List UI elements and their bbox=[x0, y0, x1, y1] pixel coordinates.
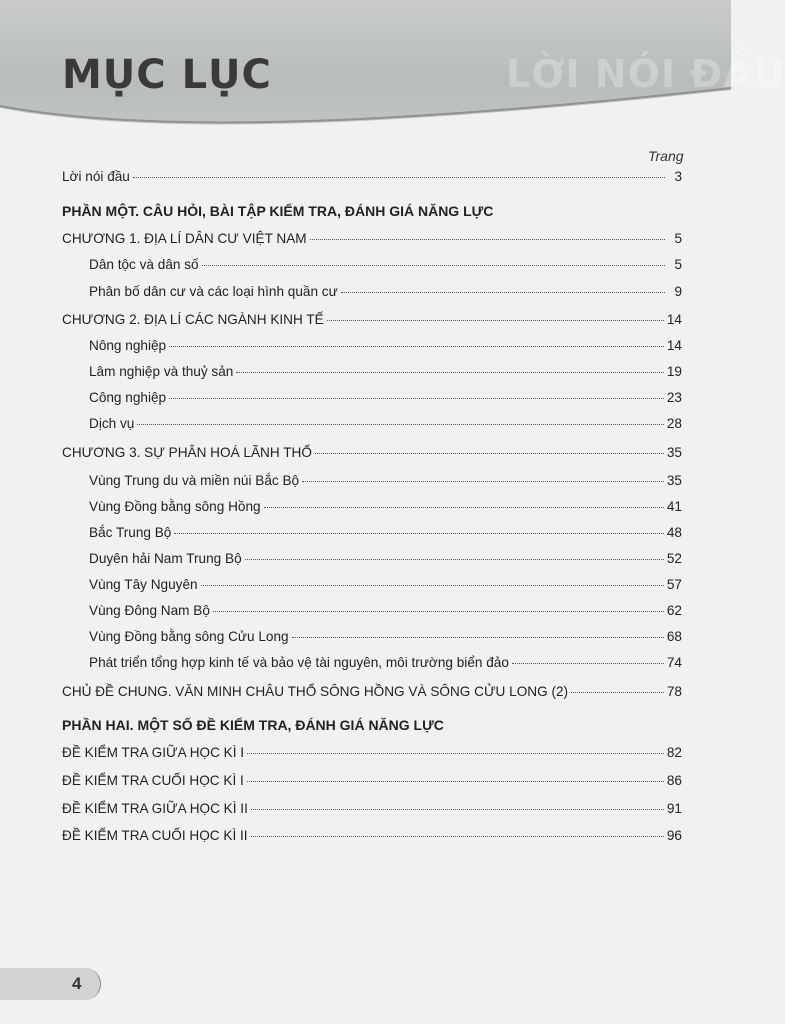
toc-entry-page: 82 bbox=[666, 745, 682, 760]
toc-entry-title: Lời nói đầu bbox=[62, 169, 130, 184]
ghost-title: LỜI NÓI ĐẦU bbox=[506, 52, 785, 96]
toc-entry-title: ĐỀ KIỂM TRA CUỐI HỌC KÌ I bbox=[62, 773, 244, 788]
toc-entry-title: PHẦN HAI. MỘT SỐ ĐỀ KIỂM TRA, ĐÁNH GIÁ NĂNG LỰC bbox=[62, 717, 444, 733]
dot-leader bbox=[512, 663, 664, 664]
toc-entry-page: 62 bbox=[666, 603, 682, 618]
toc-entry bbox=[89, 628, 682, 646]
toc-entry-title: CHƯƠNG 2. ĐỊA LÍ CÁC NGÀNH KINH TẾ bbox=[62, 312, 324, 327]
toc-entry bbox=[89, 363, 682, 381]
toc-entry bbox=[89, 550, 682, 568]
toc-entry-page: 91 bbox=[666, 801, 682, 816]
dot-leader bbox=[174, 533, 664, 534]
toc-chapter-entry bbox=[62, 230, 682, 248]
toc-part-heading bbox=[62, 716, 622, 734]
toc-entry-title: Bắc Trung Bộ bbox=[89, 525, 172, 540]
toc-entry bbox=[89, 283, 682, 301]
toc-entry-title: Vùng Tây Nguyên bbox=[89, 577, 198, 592]
dot-leader bbox=[571, 692, 664, 693]
toc-entry-title: Dịch vụ bbox=[89, 416, 135, 431]
dot-leader bbox=[169, 398, 664, 399]
toc-entry-page: 96 bbox=[666, 828, 682, 843]
toc-entry-page: 9 bbox=[674, 284, 682, 299]
toc-entry-page: 14 bbox=[666, 338, 682, 353]
toc-entry bbox=[89, 337, 682, 355]
toc-entry bbox=[89, 256, 682, 274]
toc-entry-page: 74 bbox=[666, 655, 682, 670]
toc-entry-title: Vùng Đồng bằng sông Cửu Long bbox=[89, 629, 289, 644]
dot-leader bbox=[137, 424, 664, 425]
toc-entry bbox=[89, 472, 682, 490]
toc-entry-page: 48 bbox=[666, 525, 682, 540]
toc-entry-title: Phát triển tổng hợp kinh tế và bảo vệ tài nguyên, môi trường biển đảo bbox=[89, 655, 509, 670]
toc-entry-page: 19 bbox=[666, 364, 682, 379]
toc-entry-title: PHẦN MỘT. CÂU HỎI, BÀI TẬP KIỂM TRA, ĐÁNH GIÁ NĂNG LỰC bbox=[62, 203, 494, 219]
toc-entry-title: Vùng Đồng bằng sông Hồng bbox=[89, 499, 261, 514]
toc-entry-page: 5 bbox=[674, 257, 682, 272]
toc-entry-page: 52 bbox=[666, 551, 682, 566]
dot-leader bbox=[327, 320, 664, 321]
dot-leader bbox=[245, 559, 664, 560]
toc-entry-title: CHƯƠNG 3. SỰ PHÂN HOÁ LÃNH THỔ bbox=[62, 445, 312, 460]
toc-entry bbox=[89, 415, 682, 433]
toc-chapter-entry bbox=[62, 444, 682, 462]
dot-leader bbox=[133, 177, 665, 178]
dot-leader bbox=[169, 346, 664, 347]
toc-entry-title: Nông nghiệp bbox=[89, 338, 167, 353]
dot-leader bbox=[264, 507, 664, 508]
toc-entry-title: Duyên hải Nam Trung Bộ bbox=[89, 551, 242, 566]
toc-entry-title: Vùng Trung du và miền núi Bắc Bộ bbox=[89, 473, 300, 488]
dot-leader bbox=[213, 611, 664, 612]
page-number-badge bbox=[0, 968, 101, 1000]
toc-entry-page: 86 bbox=[666, 773, 682, 788]
dot-leader bbox=[247, 781, 664, 782]
dot-leader bbox=[292, 637, 664, 638]
toc-entry-title: CHỦ ĐỀ CHUNG. VĂN MINH CHÂU THỔ SÔNG HỒNG VÀ SÔNG CỬU LONG (2) bbox=[62, 684, 569, 699]
page-title: MỤC LỤC bbox=[62, 52, 272, 98]
dot-leader bbox=[341, 292, 665, 293]
dot-leader bbox=[310, 239, 665, 240]
dot-leader bbox=[236, 372, 664, 373]
toc-chapter-entry bbox=[62, 744, 682, 762]
dot-leader bbox=[315, 453, 664, 454]
toc-entry-page: 3 bbox=[674, 169, 682, 184]
toc-chapter-entry bbox=[62, 311, 682, 329]
toc-entry-title: ĐỀ KIỂM TRA GIỮA HỌC KÌ I bbox=[62, 745, 245, 760]
toc-chapter-entry bbox=[62, 800, 682, 818]
toc-entry-page: 35 bbox=[666, 473, 682, 488]
toc-entry-page: 41 bbox=[666, 499, 682, 514]
page-number: 4 bbox=[72, 974, 82, 993]
toc-entry-title: Lâm nghiệp và thuỷ sản bbox=[89, 364, 234, 379]
toc-entry-title: Phân bố dân cư và các loại hình quần cư bbox=[89, 284, 338, 299]
toc-entry-title: Dân tộc và dân số bbox=[89, 257, 199, 272]
dot-leader bbox=[302, 481, 664, 482]
toc-entry-page: 78 bbox=[666, 684, 682, 699]
toc-entry-page: 23 bbox=[666, 390, 682, 405]
toc-entry-page: 28 bbox=[666, 416, 682, 431]
dot-leader bbox=[251, 809, 664, 810]
toc-chapter-entry bbox=[62, 168, 682, 186]
toc-entry bbox=[89, 498, 682, 516]
toc-entry bbox=[89, 524, 682, 542]
toc-entry-title: Vùng Đông Nam Bộ bbox=[89, 603, 210, 618]
toc-entry-title: ĐỀ KIỂM TRA GIỮA HỌC KÌ II bbox=[62, 801, 248, 816]
toc-entry-page: 5 bbox=[674, 231, 682, 246]
toc-entry bbox=[89, 389, 682, 407]
toc-chapter-entry bbox=[62, 827, 682, 845]
toc-chapter-entry bbox=[62, 683, 682, 701]
toc-entry-title: Công nghiệp bbox=[89, 390, 167, 405]
toc-entry-page: 14 bbox=[666, 312, 682, 327]
toc-chapter-entry bbox=[62, 772, 682, 790]
toc-entry bbox=[89, 576, 682, 594]
toc-entry-page: 57 bbox=[666, 577, 682, 592]
page-column-label: Trang bbox=[648, 148, 684, 164]
dot-leader bbox=[202, 265, 665, 266]
toc-entry-page: 68 bbox=[666, 629, 682, 644]
toc-entry bbox=[89, 602, 682, 620]
dot-leader bbox=[251, 836, 664, 837]
toc-entry-page: 35 bbox=[666, 445, 682, 460]
toc-part-heading bbox=[62, 202, 622, 220]
toc-entry-title: ĐỀ KIỂM TRA CUỐI HỌC KÌ II bbox=[62, 828, 248, 843]
dot-leader bbox=[201, 585, 664, 586]
toc-entry-title: CHƯƠNG 1. ĐỊA LÍ DÂN CƯ VIỆT NAM bbox=[62, 231, 307, 246]
dot-leader bbox=[247, 753, 664, 754]
toc-entry bbox=[89, 654, 682, 672]
